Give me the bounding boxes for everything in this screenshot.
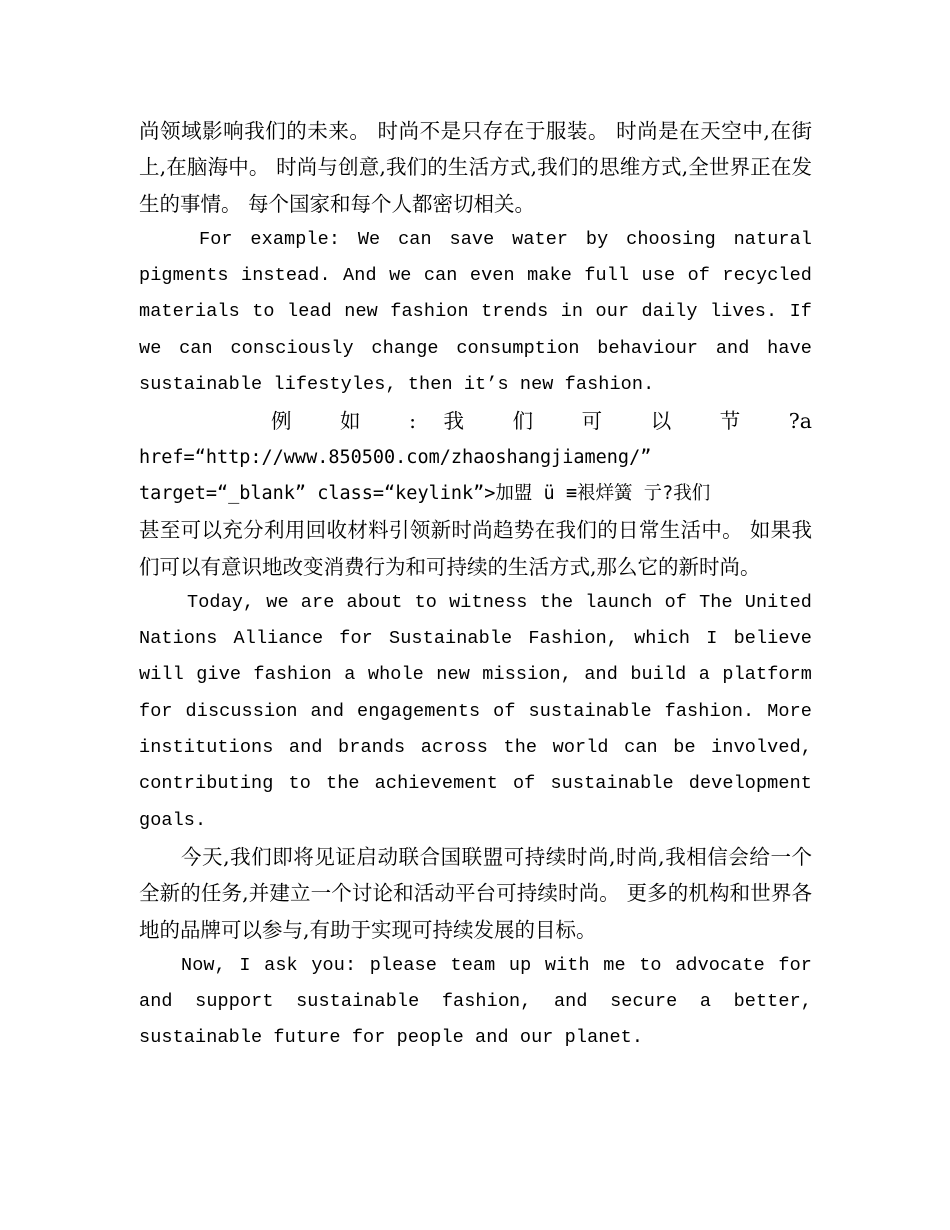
paragraph-english-launch: Today, we are about to witness the launch of The United Nations Alliance for Sustainable Fashion, which I believe will give fashion a whole new mission, and build a platform for discussion and engagements of sustainable fashion. More institutions and brands across the world can be involved, contributing to the achievement of sustainable development goals. xyxy=(139,591,812,831)
garbled-line-1: 例 如 : 我 们 可 以 节 ?a xyxy=(271,409,812,434)
garbled-line-2: href=“http://www.850500.com/zhaoshangjiameng/” xyxy=(139,446,652,468)
paragraph-chinese-launch: 今天,我们即将见证启动联合国联盟可持续时尚,时尚,我相信会给一个全新的任务,并建立一个讨论和活动平台可持续时尚。 更多的机构和世界各地的品牌可以参与,有助于实现可持续发展的目标。 xyxy=(139,844,812,942)
document-page xyxy=(139,113,812,1057)
paragraph-chinese-example-garbled xyxy=(139,403,812,584)
garbled-line-3: target=“_blank” class=“keylink”>加盟 ü ≡裉烊簧 亍?我们 xyxy=(139,482,711,504)
paragraph-english-call-to-action: Now, I ask you: please team up with me to advocate for and support sustainable fashion, and secure a better, sustainable future for people and our planet. xyxy=(139,954,812,1049)
paragraph-chinese-fashion-intro: 尚领域影响我们的未来。 时尚不是只存在于服装。 时尚是在天空中,在街上,在脑海中。 时尚与创意,我们的生活方式,我们的思维方式,全世界正在发生的事情。 每个国家和每个人都密切相关。 xyxy=(139,119,812,216)
garbled-line-rest: 甚至可以充分利用回收材料引领新时尚趋势在我们的日常生活中。 如果我们可以有意识地改变消费行为和可持续的生活方式,那么它的新时尚。 xyxy=(139,518,812,579)
paragraph-english-example: For example: We can save water by choosing natural pigments instead. And we can even make full use of recycled materials to lead new fashion trends in our daily lives. If we can consciously change consumption behaviour and have sustainable lifestyles, then it’s new fashion. xyxy=(139,228,812,396)
